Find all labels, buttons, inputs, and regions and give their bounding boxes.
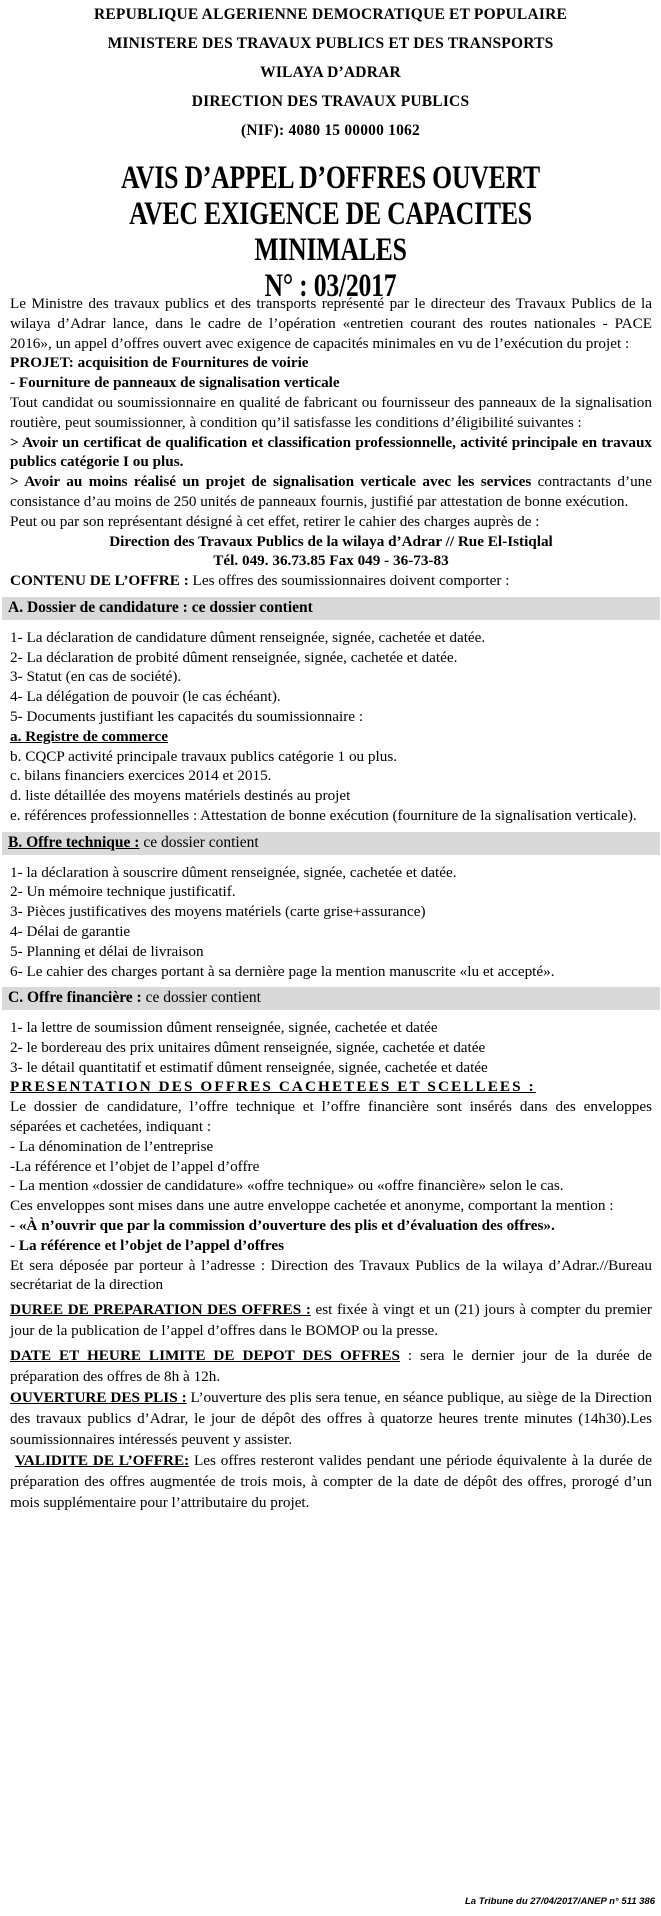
- presentation-paragraph-2: Ces enveloppes sont mises dans une autre enveloppe cachetée et anonyme, comportant la mention :: [10, 1197, 614, 1215]
- section-a-subitem: d. liste détaillée des moyens matériels destinés au projet: [10, 787, 351, 805]
- validity-text: Les offres resteront valides pendant une période équivalente à la durée de préparation des offres augmentée de trois mois, à compter de la date de dépôt des offres, prorogé d’un mois supplémentaire pour l’attributaire du projet.: [10, 1452, 652, 1512]
- condition-2-bold: > Avoir au moins réalisé un projet de signalisation verticale avec les services: [10, 473, 532, 491]
- section-a-item: 4- La délégation de pouvoir (le cas échéant).: [10, 688, 281, 706]
- header-line-nif: (NIF): 4080 15 00000 1062: [241, 122, 420, 139]
- offer-content-text: Les offres des soumissionnaires doivent comporter :: [192, 572, 510, 590]
- presentation-heading: PRESENTATION DES OFFRES CACHETEES ET SCELLEES :: [10, 1078, 536, 1096]
- header-line-wilaya: WILAYA D’ADRAR: [260, 64, 401, 81]
- presentation-mention-2: - La référence et l’objet de l’appel d’offres: [10, 1236, 284, 1254]
- supply-line: - Fourniture de panneaux de signalisation verticale: [10, 374, 340, 392]
- opening-label: OUVERTURE DES PLIS :: [10, 1389, 187, 1407]
- section-c-item: 3- le détail quantitatif et estimatif dûment renseignée, signée, cachetée et datée: [10, 1058, 488, 1076]
- header-line-direction: DIRECTION DES TRAVAUX PUBLICS: [191, 93, 470, 110]
- section-a-subitem: e. références professionnelles : Attestation de bonne exécution (fourniture de la signalisation verticale).: [10, 806, 637, 824]
- phone-fax-line: Tél. 049. 36.73.85 Fax 049 - 36-73-83: [213, 552, 449, 570]
- presentation-list-item: -La référence et l’objet de l’appel d’offre: [10, 1157, 260, 1175]
- section-a-subitem-a: a. Registre de commerce: [10, 727, 168, 745]
- section-b-item: 2- Un mémoire technique justificatif.: [10, 883, 236, 901]
- presentation-mention-1: - «À n’ouvrir que par la commission d’ouverture des plis et d’évaluation des offres».: [10, 1217, 555, 1235]
- withdraw-paragraph: Peut ou par son représentant désigné à cet effet, retirer le cahier des charges auprès de :: [10, 512, 540, 530]
- section-c-item: 1- la lettre de soumission dûment renseignée, signée, cachetée et datée: [10, 1019, 438, 1037]
- section-a-item: 1- La déclaration de candidature dûment renseignée, signée, cachetée et datée.: [10, 628, 486, 646]
- offer-content-label: CONTENU DE L’OFFRE :: [10, 572, 193, 590]
- notice-title: [73, 160, 589, 304]
- duration-label: DUREE DE PREPARATION DES OFFRES :: [10, 1301, 311, 1319]
- header-line-republic: REPUBLIQUE ALGERIENNE DEMOCRATIQUE ET POPULAIRE: [93, 6, 568, 23]
- section-a-item: 2- La déclaration de probité dûment renseignée, signée, cachetée et datée.: [10, 648, 458, 666]
- section-a-item: 3- Statut (en cas de société).: [10, 668, 182, 686]
- address-line: Direction des Travaux Publics de la wilaya d’Adrar // Rue El-Istiqlal: [109, 532, 553, 550]
- section-c-item: 2- le bordereau des prix unitaires dûment renseignée, signée, cachetée et datée: [10, 1038, 486, 1056]
- duration-paragraph: [10, 1299, 652, 1341]
- section-c-heading-rest: ce dossier contient: [141, 989, 261, 1007]
- section-c-heading: [2, 987, 660, 1010]
- condition-2-rest: contractants d’une consistance d’au moins de 250 unités de panneaux fournis, justifié par attestation de bonne exécution.: [10, 473, 653, 510]
- section-b-item: 6- Le cahier des charges portant à sa dernière page la mention manuscrite «lu et accepté».: [10, 962, 555, 980]
- presentation-paragraph-3: Et sera déposée par porteur à l’adresse : Direction des Travaux Publics de la wilaya d’Adrar.//Bureau secrétariat de la direction: [10, 1256, 652, 1294]
- presentation-paragraph-1: Le dossier de candidature, l’offre technique et l’offre financière sont insérés dans des enveloppes séparées et cachetées, indiquant :: [10, 1098, 652, 1136]
- presentation-list-item: - La dénomination de l’entreprise: [10, 1137, 214, 1155]
- section-b-heading: [2, 832, 660, 855]
- section-b-item: 3- Pièces justificatives des moyens matériels (carte grise+assurance): [10, 903, 426, 921]
- candidate-paragraph: Tout candidat ou soumissionnaire en qualité de fabricant ou fournisseur des panneaux de la signalisation routière, peut soumissionner, à condition qu’il satisfasse les conditions d’éligibilité suivantes :: [10, 393, 652, 431]
- section-a-subitem: b. CQCP activité principale travaux publics catégorie 1 ou plus.: [10, 747, 398, 765]
- title-line-3: N° : 03/2017: [264, 268, 397, 304]
- condition-2: [10, 472, 652, 512]
- title-line-2: AVEC EXIGENCE DE CAPACITES MINIMALES: [129, 196, 532, 268]
- section-a-subitem: c. bilans financiers exercices 2014 et 2015.: [10, 767, 272, 785]
- opening-paragraph: [10, 1387, 652, 1450]
- deadline-label: DATE ET HEURE LIMITE DE DEPOT DES OFFRES: [10, 1347, 400, 1365]
- duration-text: est fixée à vingt et un (21) jours à compter du premier jour de la publication de l’appel d’offres dans le BOMOP ou la presse.: [10, 1301, 652, 1340]
- project-line: PROJET: acquisition de Fournitures de voirie: [10, 354, 309, 372]
- section-b-item: 5- Planning et délai de livraison: [10, 942, 204, 960]
- offer-content-line: [10, 571, 652, 591]
- section-a-heading: A. Dossier de candidature : ce dossier contient: [2, 597, 660, 620]
- opening-text: L’ouverture des plis sera tenue, en séance publique, au siège de la Direction des travaux publics d’Adrar, le jour de dépôt des offres à quatorze heures trente minutes (14h30).Les soumissionnaires intéressés peuvent y assister.: [10, 1389, 652, 1449]
- intro-paragraph: Le Ministre des travaux publics et des transports représenté par le directeur des Travaux Publics de la wilaya d’Adrar lance, dans le cadre de l’opération «entretien courant des routes nationales - PACE 2016», un appel d’offres ouvert avec exigence de capacités minimales en vu de l’exécution du projet :: [10, 295, 652, 352]
- section-b-heading-label: B. Offre technique :: [8, 833, 140, 851]
- validity-label: VALIDITE DE L’OFFRE:: [14, 1452, 190, 1470]
- presentation-list-item: - La mention «dossier de candidature» «offre technique» ou «offre financière» selon le cas.: [10, 1177, 564, 1195]
- publication-footer: La Tribune du 27/04/2017/ANEP n° 511 386: [464, 1896, 655, 1907]
- validity-paragraph: [10, 1450, 652, 1513]
- section-b-heading-rest: ce dossier contient: [139, 833, 259, 851]
- section-b-item: 1- la déclaration à souscrire dûment renseignée, signée, cachetée et datée.: [10, 863, 457, 881]
- section-a-item: 5- Documents justifiant les capacités du soumissionnaire :: [10, 707, 364, 725]
- header-line-ministry: MINISTERE DES TRAVAUX PUBLICS ET DES TRANSPORTS: [107, 35, 554, 52]
- section-c-heading-label: C. Offre financière :: [8, 989, 142, 1007]
- title-line-1: AVIS D’APPEL D’OFFRES OUVERT: [121, 160, 540, 196]
- deadline-text: : sera le dernier jour de la durée de préparation des offres de 8h à 12h.: [10, 1347, 652, 1386]
- notice-body: [10, 294, 652, 1513]
- section-b-item: 4- Délai de garantie: [10, 922, 131, 940]
- deadline-paragraph: [10, 1345, 652, 1387]
- condition-1: > Avoir un certificat de qualification et classification professionnelle, activité principale en travaux publics catégorie I ou plus.: [10, 433, 652, 471]
- letterhead: [0, 0, 661, 145]
